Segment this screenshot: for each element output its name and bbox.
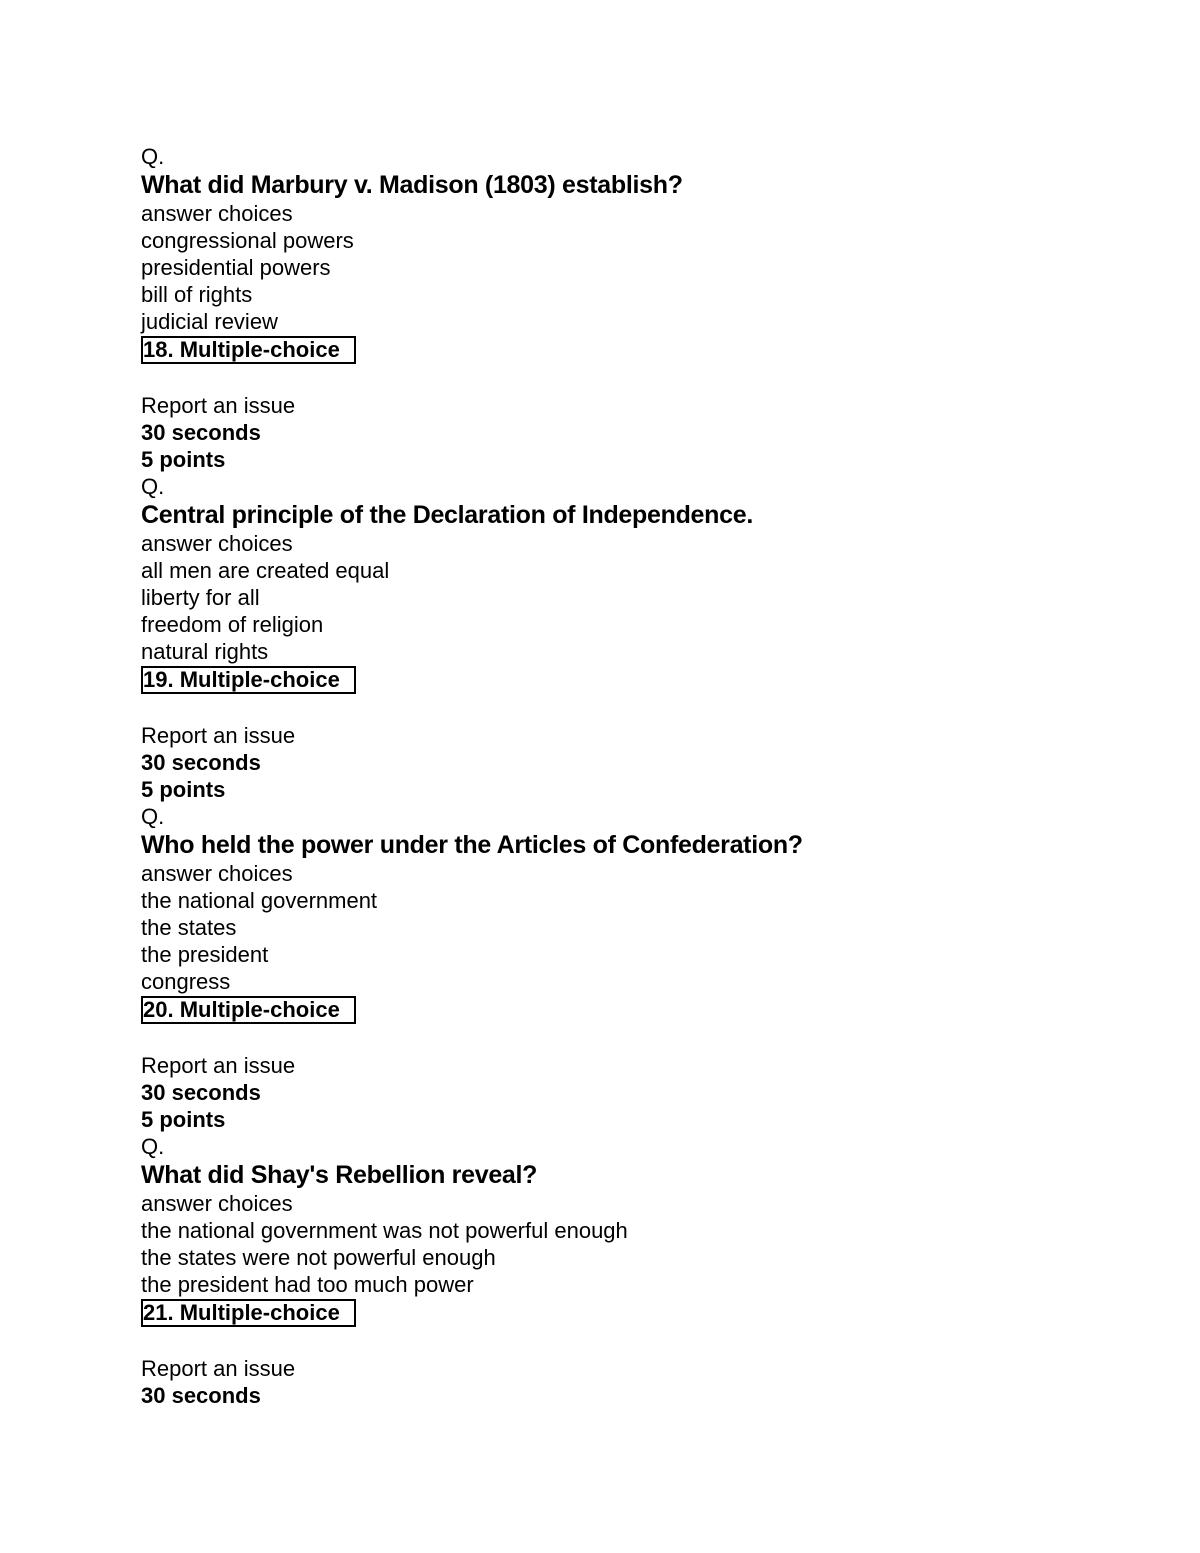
answer-choices-label: answer choices [141,531,293,556]
points-value: 5 points [141,447,226,472]
time-limit: 30 seconds [141,1383,261,1408]
answer-choice[interactable]: judicial review [141,309,278,334]
spacer [141,1024,1141,1052]
question-block [141,143,1141,473]
question-block [141,803,1141,1133]
question-type-badge: 18. Multiple-choice [141,336,356,364]
answer-choice[interactable]: the president had too much power [141,1272,474,1297]
time-limit: 30 seconds [141,750,261,775]
question-text: What did Marbury v. Madison (1803) establish? [141,171,683,199]
points-value: 5 points [141,777,226,802]
answer-choice[interactable]: presidential powers [141,255,331,280]
points-value: 5 points [141,1107,226,1132]
answer-choice[interactable]: all men are created equal [141,558,390,583]
answer-choice[interactable]: congress [141,969,231,994]
report-issue-link[interactable]: Report an issue [141,393,296,418]
answer-choice[interactable]: the states were not powerful enough [141,1245,496,1270]
question-text: Who held the power under the Articles of Confederation? [141,831,803,859]
answer-choices-label: answer choices [141,201,293,226]
question-text: Central principle of the Declaration of Independence. [141,501,753,529]
answer-choice[interactable]: liberty for all [141,585,260,610]
question-label: Q. [141,144,165,169]
question-block [141,473,1141,803]
answer-choice[interactable]: the national government was not powerful enough [141,1218,628,1243]
spacer [141,694,1141,722]
question-type-badge: 20. Multiple-choice [141,996,356,1024]
report-issue-link[interactable]: Report an issue [141,723,296,748]
question-text: What did Shay's Rebellion reveal? [141,1161,538,1189]
document-page [141,143,1141,1409]
time-limit: 30 seconds [141,420,261,445]
question-block [141,1133,1141,1409]
question-label: Q. [141,804,165,829]
answer-choice[interactable]: natural rights [141,639,269,664]
answer-choice[interactable]: bill of rights [141,282,253,307]
question-type-badge: 21. Multiple-choice [141,1299,356,1327]
question-type-badge: 19. Multiple-choice [141,666,356,694]
answer-choice[interactable]: congressional powers [141,228,354,253]
answer-choice[interactable]: the president [141,942,269,967]
answer-choice[interactable]: the national government [141,888,378,913]
report-issue-link[interactable]: Report an issue [141,1356,296,1381]
time-limit: 30 seconds [141,1080,261,1105]
answer-choice[interactable]: freedom of religion [141,612,324,637]
question-label: Q. [141,474,165,499]
spacer [141,1327,1141,1355]
answer-choices-label: answer choices [141,1191,293,1216]
answer-choice[interactable]: the states [141,915,237,940]
report-issue-link[interactable]: Report an issue [141,1053,296,1078]
spacer [141,364,1141,392]
question-label: Q. [141,1134,165,1159]
answer-choices-label: answer choices [141,861,293,886]
